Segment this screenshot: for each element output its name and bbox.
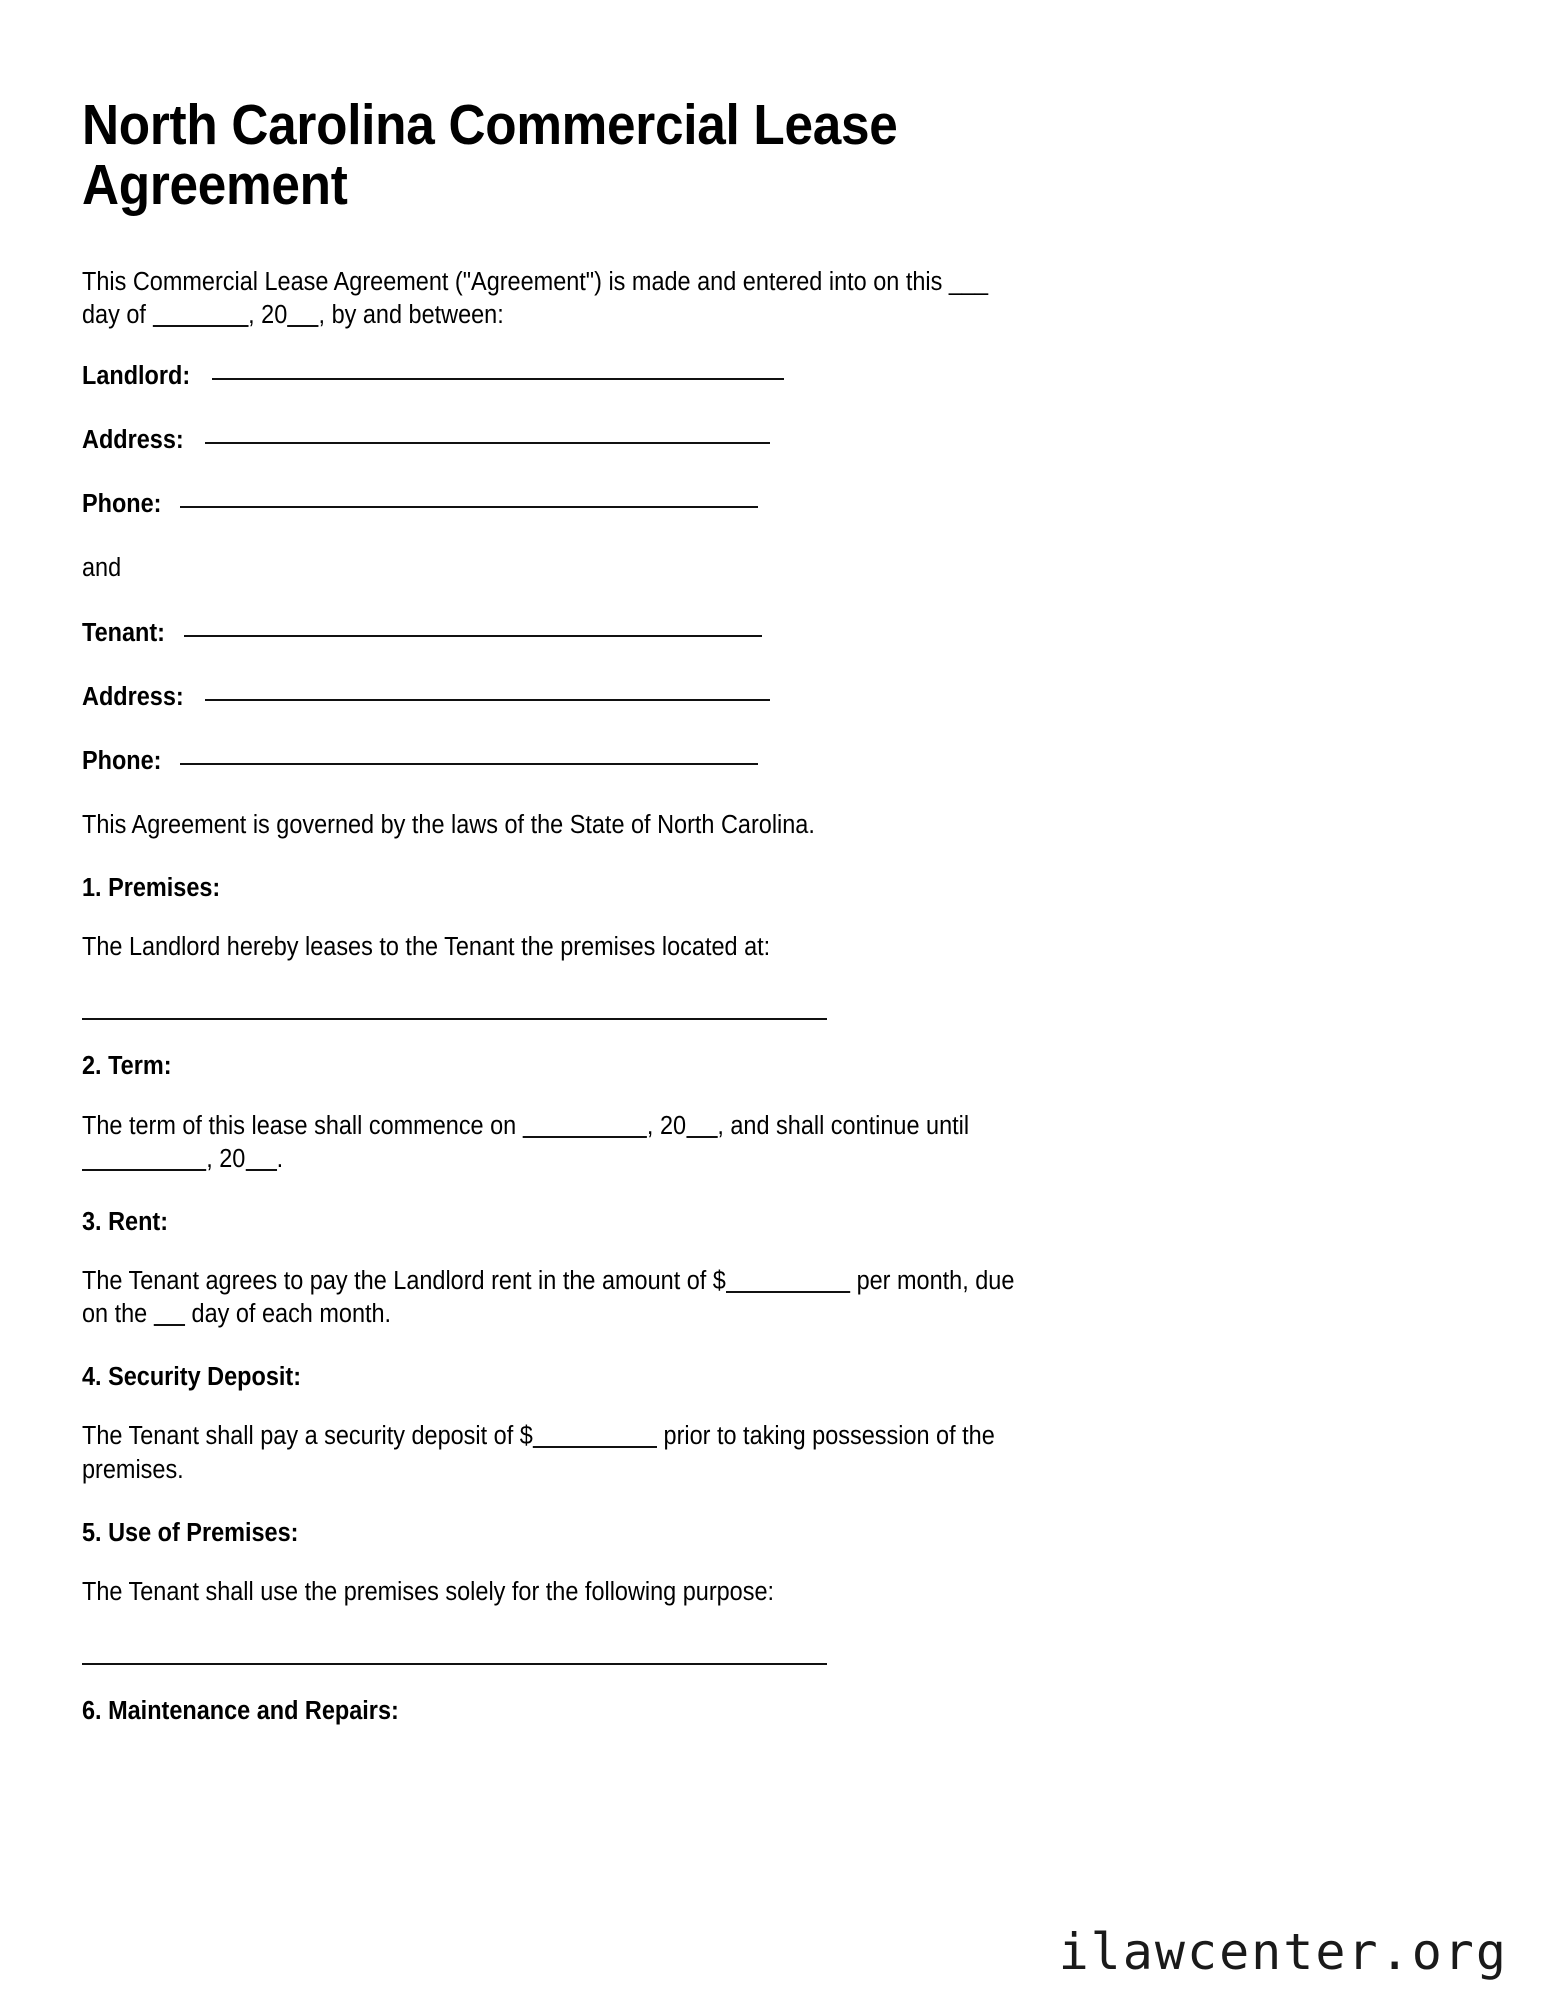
- landlord-address-input[interactable]: [205, 442, 770, 444]
- intro-line-1: This Commercial Lease Agreement ("Agreement") is made and entered into on this ___: [82, 267, 988, 296]
- section-heading-term: 2. Term:: [82, 1052, 172, 1081]
- site-watermark: ilawcenter.org: [1058, 1923, 1508, 1981]
- landlord-phone-label: Phone:: [82, 490, 162, 519]
- document-content: [82, 93, 1472, 1728]
- landlord-label: Landlord:: [82, 361, 191, 390]
- tenant-address-label: Address:: [82, 682, 184, 711]
- governing-law-paragraph: This Agreement is governed by the laws of the State of North Carolina.: [82, 810, 815, 839]
- page-title: North Carolina Commercial Lease Agreement: [82, 93, 898, 217]
- rent-text-b: per month, due: [850, 1266, 1015, 1295]
- landlord-phone-input[interactable]: [180, 506, 758, 508]
- rent-text-a: The Tenant agrees to pay the Landlord rent in the amount of $: [82, 1266, 726, 1295]
- section-body-rent: [82, 1265, 1462, 1331]
- deposit-text-b: prior to taking possession of the: [657, 1422, 995, 1451]
- section-body-security-deposit: [82, 1420, 1462, 1486]
- spacer: [82, 1084, 1472, 1110]
- term-text-d: , 20: [206, 1144, 246, 1173]
- term-end-date-blank[interactable]: [82, 1169, 206, 1171]
- spacer: [82, 332, 1472, 360]
- tenant-phone-row: [82, 745, 1472, 778]
- deposit-text-a: The Tenant shall pay a security deposit of $: [82, 1422, 533, 1451]
- spacer: [82, 1331, 1472, 1361]
- landlord-phone-row: [82, 488, 1472, 521]
- spacer: [82, 778, 1472, 809]
- rent-amount-blank[interactable]: [726, 1291, 850, 1293]
- year-blank[interactable]: [287, 325, 318, 327]
- day-blank[interactable]: [152, 325, 248, 327]
- section-heading-maintenance: 6. Maintenance and Repairs:: [82, 1696, 399, 1725]
- spacer: [82, 1487, 1472, 1517]
- section-heading-security-deposit: 4. Security Deposit:: [82, 1363, 302, 1392]
- tenant-address-row: [82, 681, 1472, 714]
- spacer: [82, 1550, 1472, 1576]
- tenant-address-input[interactable]: [205, 699, 770, 701]
- deposit-text-c: premises.: [82, 1455, 184, 1484]
- spacer: [82, 1665, 1472, 1695]
- term-text-c: , and shall continue until: [717, 1111, 970, 1140]
- spacer: [82, 586, 1472, 617]
- spacer: [82, 1394, 1472, 1420]
- section-body-premises: The Landlord hereby leases to the Tenant the premises located at:: [82, 933, 771, 962]
- section-body-term: [82, 1110, 1462, 1176]
- rent-day-blank[interactable]: [154, 1324, 185, 1326]
- section-heading-use-of-premises: 5. Use of Premises:: [82, 1518, 299, 1547]
- term-text-e: .: [276, 1144, 284, 1173]
- spacer: [82, 650, 1472, 681]
- landlord-address-label: Address:: [82, 426, 184, 455]
- intro-mid: , 20: [248, 300, 288, 329]
- spacer: [82, 457, 1472, 488]
- landlord-address-row: [82, 424, 1472, 457]
- spacer: [82, 714, 1472, 745]
- tenant-name-row: [82, 617, 1472, 650]
- spacer: [82, 1239, 1472, 1265]
- tenant-phone-input[interactable]: [180, 763, 758, 765]
- spacer: [82, 521, 1472, 552]
- tenant-name-input[interactable]: [184, 635, 762, 637]
- term-end-year-blank[interactable]: [245, 1169, 276, 1171]
- section-body-use-of-premises: The Tenant shall use the premises solely for the following purpose:: [82, 1577, 775, 1606]
- section-heading-premises: 1. Premises:: [82, 874, 221, 903]
- section-heading-rent: 3. Rent:: [82, 1207, 169, 1236]
- term-text-a: The term of this lease shall commence on: [82, 1111, 523, 1140]
- spacer: [82, 1176, 1472, 1206]
- tenant-phone-label: Phone:: [82, 746, 162, 775]
- term-start-date-blank[interactable]: [523, 1136, 647, 1138]
- landlord-name-input[interactable]: [212, 378, 784, 380]
- spacer: [82, 905, 1472, 931]
- spacer: [82, 964, 1472, 1018]
- term-text-b: , 20: [646, 1111, 687, 1140]
- rent-text-c: on the: [82, 1300, 154, 1329]
- tenant-label: Tenant:: [82, 618, 165, 647]
- term-start-year-blank[interactable]: [686, 1136, 717, 1138]
- spacer: [82, 842, 1472, 872]
- intro-prefix: day of: [82, 300, 153, 329]
- intro-suffix: , by and between:: [318, 300, 504, 329]
- deposit-amount-blank[interactable]: [533, 1446, 657, 1448]
- intro-paragraph: [82, 266, 1462, 332]
- landlord-name-row: [82, 360, 1472, 393]
- spacer: [82, 393, 1472, 424]
- spacer: [82, 1609, 1472, 1663]
- conjunction-and: and: [82, 554, 122, 583]
- spacer: [82, 216, 1472, 266]
- rent-text-d: day of each month.: [185, 1300, 392, 1329]
- spacer: [82, 1020, 1472, 1050]
